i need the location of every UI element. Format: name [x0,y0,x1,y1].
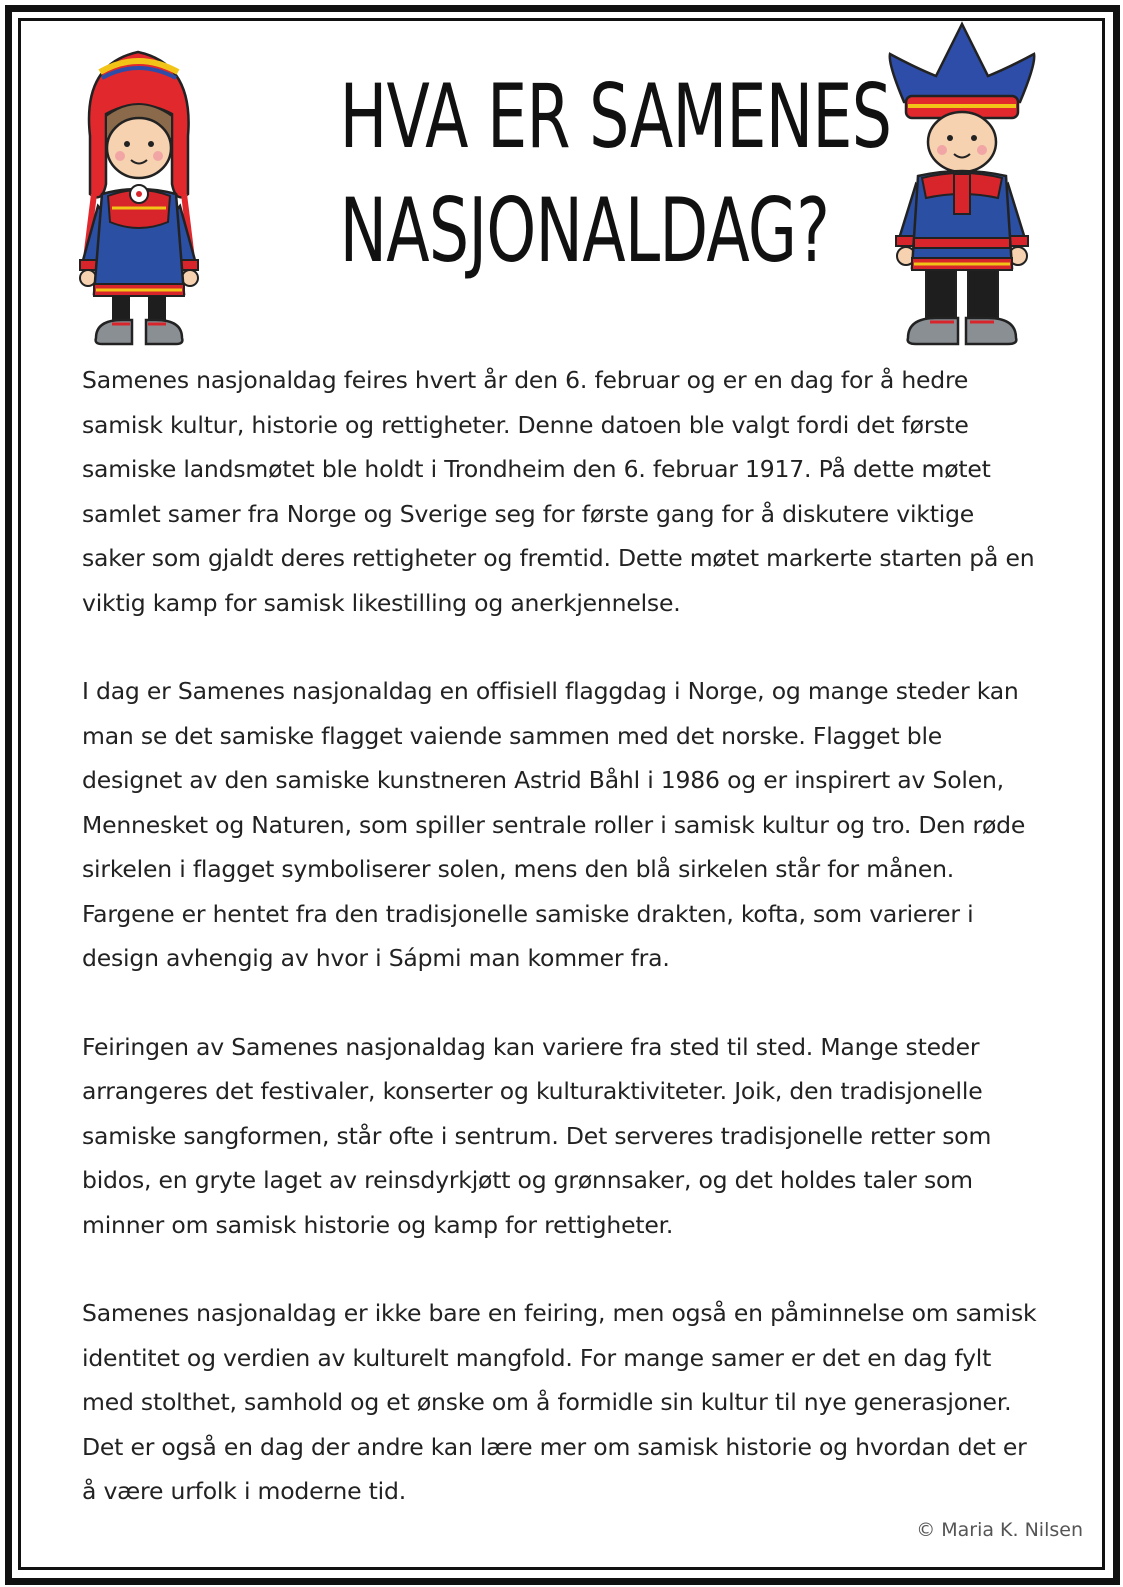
paragraph-2: I dag er Samenes nasjonaldag en offisiell flaggdag i Norge, og mange steder kan man se det samiske flagget vaiende sammen med det norske. Flagget ble designet av den samiske kunstneren Astrid Båhl i 1986 og er inspirert av Solen, Mennesket og Naturen, som spiller sentrale roller i samisk kultur og tro. Den røde sirkelen i flagget symboliserer solen, mens den blå sirkelen står for månen. Fargene er hentet fra den tradisjonelle samiske drakten, kofta, som varierer i design avhengig av hvor i Sápmi man kommer fra. [82,677,1026,972]
article-body [82,358,1042,1514]
page-title [339,60,892,288]
title-line-2: NASJONALDAG? [339,179,830,282]
title-line-1: HVA ER SAMENES [339,65,892,168]
paragraph-3: Feiringen av Samenes nasjonaldag kan variere fra sted til sted. Mange steder arrangeres det festivaler, konserter og kulturaktiviteter. Joik, den tradisjonelle samiske sangformen, står ofte i sentrum. Det serveres tradisjonelle retter som bidos, en gryte laget av reinsdyrkjøtt og grønnsaker, og det holdes taler som minner om samisk historie og kamp for rettigheter. [82,1032,992,1239]
paragraph-1: Samenes nasjonaldag feires hvert år den 6. februar og er en dag for å hedre samisk kultur, historie og rettigheter. Denne datoen ble valgt fordi det første samiske landsmøtet ble holdt i Trondheim den 6. februar 1917. På dette møtet samlet samer fra Norge og Sverige seg for første gang for å diskutere viktige saker som gjaldt deres rettigheter og fremtid. Dette møtet markerte starten på en viktig kamp for samisk likestilling og anerkjennelse. [82,366,1035,617]
sami-girl-illustration [72,44,206,352]
sami-boy-illustration [882,18,1042,352]
copyright-notice: © Maria K. Nilsen [916,1519,1083,1541]
paragraph-4: Samenes nasjonaldag er ikke bare en feiring, men også en påminnelse om samisk identitet og verdien av kulturelt mangfold. For mange samer er det en dag fylt med stolthet, samhold og et ønske om å formidle sin kultur til nye generasjoner. Det er også en dag der andre kan lære mer om samisk historie og hvordan det er å være urfolk i moderne tid. [82,1299,1037,1505]
